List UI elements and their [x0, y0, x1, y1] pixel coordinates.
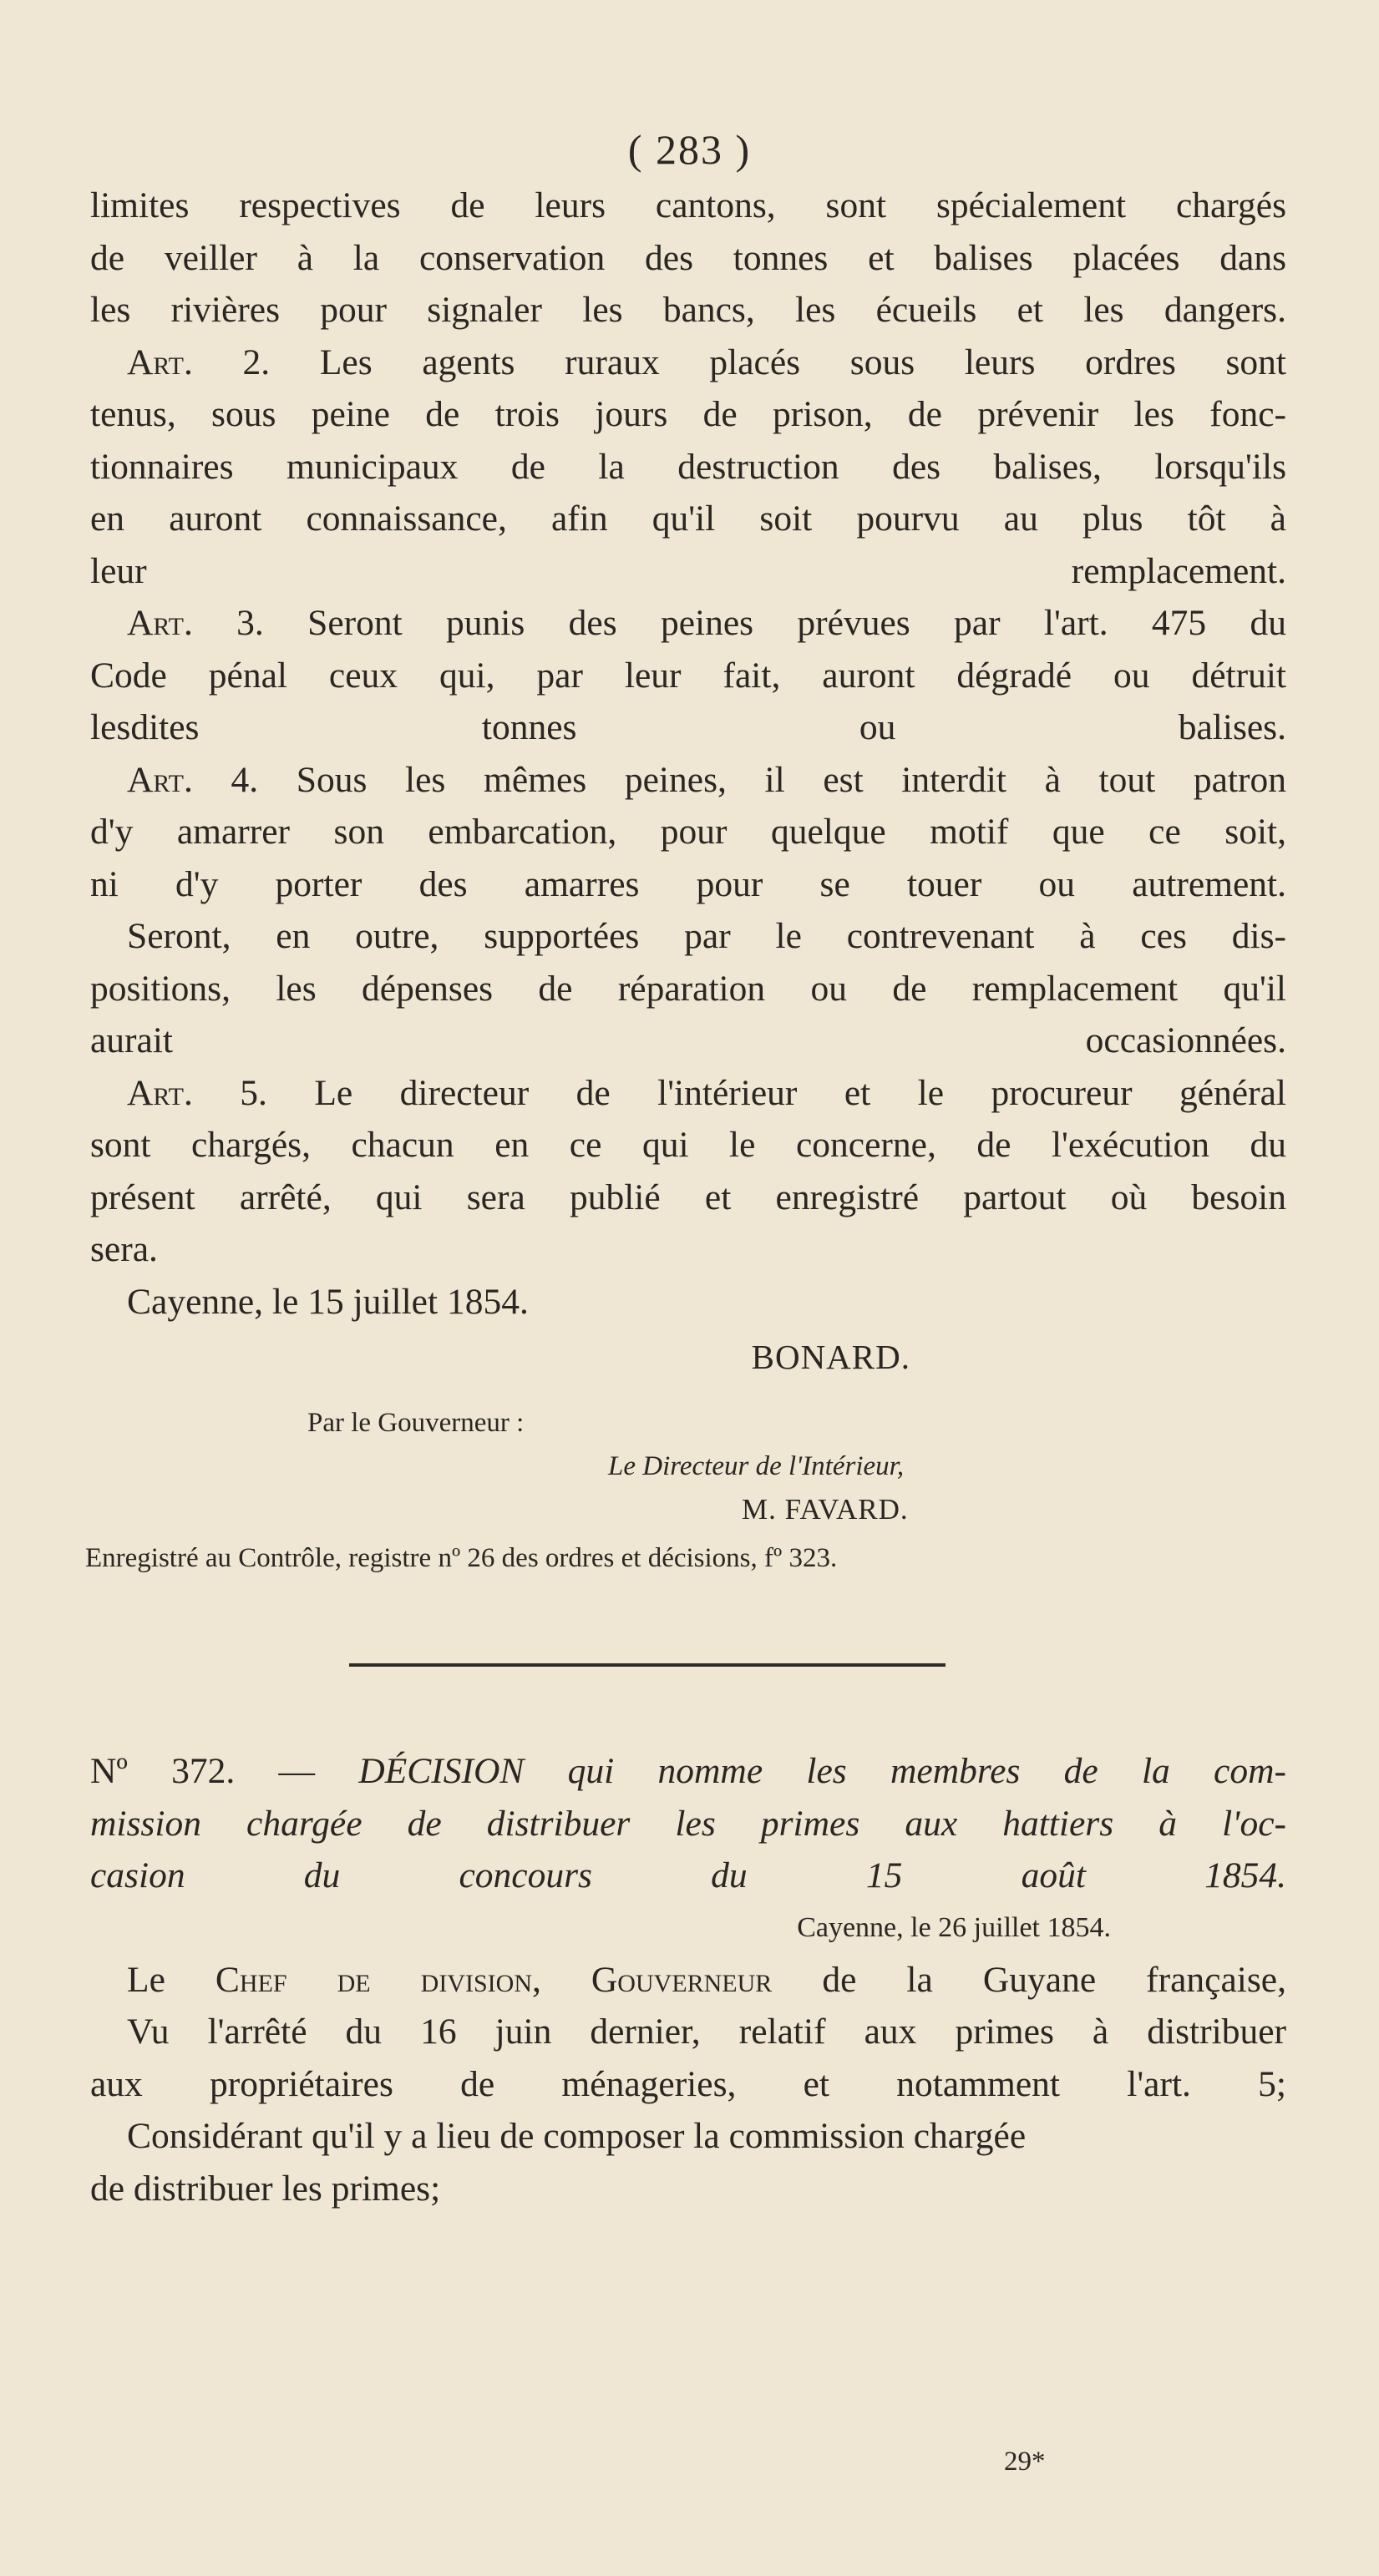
directeur-name: M. FAVARD. [742, 1493, 909, 1526]
decision-heading: Nº 372. — DÉCISION qui nomme les membres de la com- mission chargée de distribuer les primes aux hattiers à l'oc- casion du concours du 15 août 1854. [90, 1751, 1286, 1895]
date-line: Cayenne, le 15 juillet 1854. [127, 1281, 529, 1322]
directeur-title: Le Directeur de l'Intérieur, [608, 1451, 905, 1481]
article-3: Art. 3. Seront punis des peines prévues par l'art. 475 du Code pénal ceux qui, par leur fait, auront dégradé ou détruit lesdites tonnes ou balises. [90, 603, 1287, 747]
article-label: Art. 4. [127, 759, 259, 800]
signature: BONARD. [751, 1338, 910, 1376]
section-divider [349, 1663, 946, 1667]
article-4: Art. 4. Sous les mêmes peines, il est interdit à tout patron d'y amarrer son embarcation, pour quelque motif que ce soit, ni d'y porter des amarres pour se touer ou autrement. [90, 759, 1286, 904]
decision-title: DÉCISION [358, 1751, 525, 1791]
chef-line: Le Chef de division, Gouverneur de la Guyane française, [127, 1959, 1286, 2000]
decision-section [90, 1745, 1286, 2214]
decision-number: Nº 372. — [90, 1751, 359, 1791]
paragraph-seront: Seront, en outre, supportées par le contrevenant à ces dis- positions, les dépenses de réparation ou de remplacement qu'il aurait occasionnées. [90, 916, 1286, 1060]
article-2: Art. 2. Les agents ruraux placés sous leurs ordres sont tenus, sous peine de trois jours de prison, de prévenir les fonc- tionnaires municipaux de la destruction des balises, lorsqu'ils en auront connaissance, afin qu'il soit pourvu au plus tôt à leur remplacement. [90, 342, 1286, 591]
considerant-paragraph: Considérant qu'il y a lieu de composer la commission chargée de distribuer les primes; [90, 2116, 1027, 2209]
paragraph-continuation: limites respectives de leurs cantons, sont spécialement chargés de veiller à la conservation des tonnes et balises placées dans les rivières pour signaler les bancs, les écueils et les dangers. [90, 185, 1286, 330]
sheet-signature-mark: 29* [1004, 2447, 1046, 2477]
vu-paragraph: Vu l'arrêté du 16 juin dernier, relatif aux primes à distribuer aux propriétaires de ménageries, et notamment l'art. 5; [90, 2012, 1286, 2104]
article-label: Art. 5. [127, 1072, 267, 1113]
page-number: ( 283 ) [627, 126, 752, 173]
article-label: Art. 3. [127, 603, 264, 643]
article-label: Art. 2. [127, 342, 271, 382]
registre-note: Enregistré au Contrôle, registre nº 26 des ordres et décisions, fº 323. [85, 1543, 838, 1573]
decision-date: Cayenne, le 26 juillet 1854. [797, 1911, 1111, 1943]
par-gouverneur: Par le Gouverneur : [307, 1408, 525, 1438]
body-text [85, 180, 1287, 1580]
article-5: Art. 5. Le directeur de l'intérieur et le procureur général sont chargés, chacun en ce qui le concerne, de l'exécution du présent arrêté, qui sera publié et enregistré partout où besoin sera. [90, 1072, 1286, 1269]
